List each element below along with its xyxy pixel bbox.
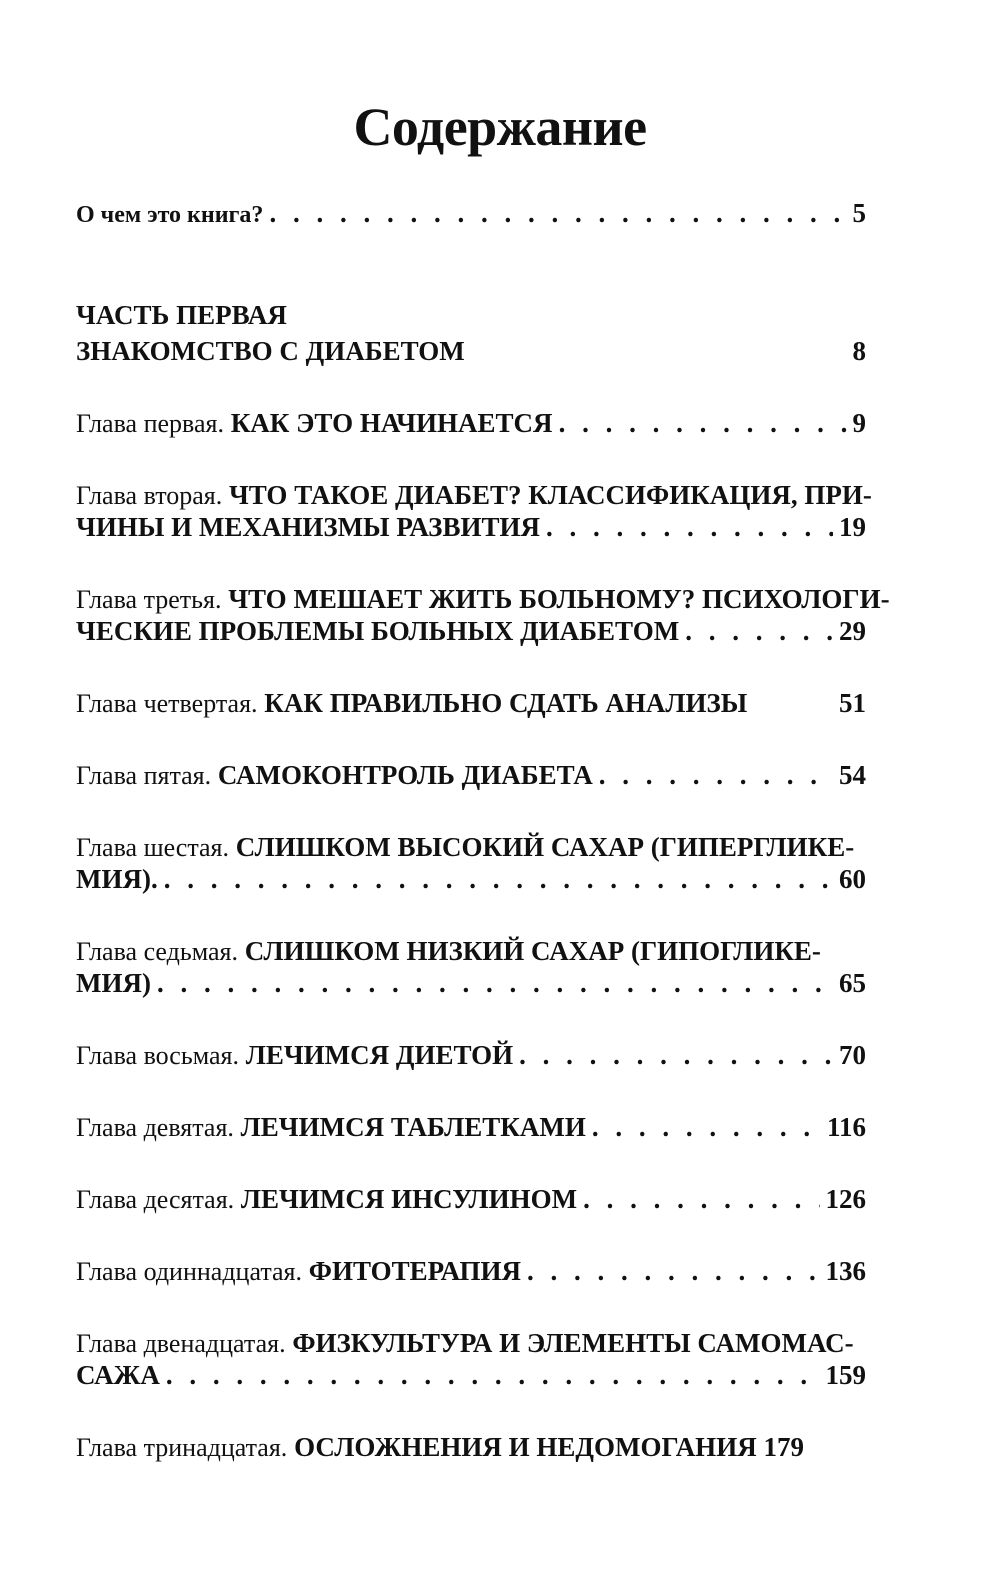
toc-entry-chapter-6 [76,830,866,865]
part-label: ЧАСТЬ ПЕРВАЯ [76,300,287,330]
chapter-title-cont: МИЯ). [76,864,158,894]
page-title: Содержание [353,97,647,157]
toc-entry-chapter-9 [76,1110,866,1145]
chapter-label: Глава первая. [76,409,224,438]
toc-entry-chapter-12-cont [76,1358,866,1392]
toc-entry-chapter-12 [76,1326,866,1361]
toc-entry-chapter-6-cont [76,862,866,896]
toc-entry-chapter-3 [76,582,890,617]
chapter-title: ЛЕЧИМСЯ ТАБЛЕТКАМИ [240,1112,586,1142]
chapter-title: КАК ЭТО НАЧИНАЕТСЯ [230,408,553,438]
page-number: 136 [825,1256,866,1286]
leader-dots [546,510,833,544]
chapter-label: Глава тринадцатая. [76,1433,288,1462]
chapter-title-cont: САЖА [76,1360,160,1390]
toc-entry-chapter-5 [76,758,866,793]
chapter-label: Глава восьмая. [76,1041,239,1070]
chapter-title: ЧТО МЕШАЕТ ЖИТЬ БОЛЬНОМУ? ПСИХОЛОГИ- [228,584,890,614]
leader-dots [559,406,847,440]
toc-entry-chapter-1 [76,406,866,441]
page-number: 65 [839,968,866,998]
chapter-title: ЛЕЧИМСЯ ИНСУЛИНОМ [240,1184,578,1214]
leader-dots [164,862,833,896]
chapter-title: СЛИШКОМ НИЗКИЙ САХАР (ГИПОГЛИКЕ- [244,936,821,966]
leader-dots [166,1358,820,1392]
page-number: 159 [825,1360,866,1390]
page-number: 70 [839,1040,866,1070]
chapter-title-cont: ЧЕСКИЕ ПРОБЛЕМЫ БОЛЬНЫХ ДИАБЕТОМ [76,616,680,646]
chapter-label: Глава вторая. [76,481,223,510]
chapter-label: Глава седьмая. [76,937,238,966]
page-number: 29 [839,616,866,646]
toc-entry-chapter-2-cont [76,510,866,544]
chapter-title: ЛЕЧИМСЯ ДИЕТОЙ [245,1040,514,1070]
chapter-title: САМОКОНТРОЛЬ ДИАБЕТА [217,760,593,790]
page-number: 5 [852,198,866,228]
chapter-title-cont: ЧИНЫ И МЕХАНИЗМЫ РАЗВИТИЯ [76,512,540,542]
toc-entry-chapter-3-cont [76,614,866,648]
chapter-label: Глава четвертая. [76,689,258,718]
toc-entry-chapter-11 [76,1254,866,1289]
toc-entry-intro [76,196,866,232]
leader-dots [583,1182,819,1216]
leader-dots [592,1110,821,1144]
page-number: 9 [852,408,866,438]
chapter-label: Глава пятая. [76,761,212,790]
chapter-label: Глава третья. [76,585,222,614]
toc-entry-chapter-2 [76,478,872,513]
chapter-title: ЧТО ТАКОЕ ДИАБЕТ? КЛАССИФИКАЦИЯ, ПРИ- [228,480,872,510]
page-number: 179 [763,1432,804,1462]
chapter-label: Глава одиннадцатая. [76,1257,303,1286]
leader-dots [685,614,833,648]
leader-dots [269,196,846,230]
toc-entry-chapter-4 [76,686,866,721]
page-number: 116 [826,1112,866,1142]
page-number: 19 [839,512,866,542]
leader-dots [157,966,833,1000]
leader-dots [519,1038,833,1072]
chapter-title: СЛИШКОМ ВЫСОКИЙ САХАР (ГИПЕРГЛИКЕ- [235,832,855,862]
page-number: 54 [839,760,866,790]
page-number: 60 [839,864,866,894]
page-number: 126 [825,1184,866,1214]
toc-entry-chapter-10 [76,1182,866,1217]
chapter-title-cont: МИЯ) [76,968,151,998]
chapter-label: Глава двенадцатая. [76,1329,286,1358]
chapter-title: ФИЗКУЛЬТУРА И ЭЛЕМЕНТЫ САМОМАС- [292,1328,854,1358]
page-number: 51 [839,688,866,718]
chapter-label: Глава шестая. [76,833,229,862]
page-number: 8 [852,336,866,366]
toc-entry-chapter-8 [76,1038,866,1073]
toc-entry-chapter-7-cont [76,966,866,1000]
chapter-title: ФИТОТЕРАПИЯ [308,1256,521,1286]
entry-title: О чем это книга? [76,202,264,228]
leader-dots [599,758,833,792]
leader-dots [527,1254,820,1288]
chapter-title: ОСЛОЖНЕНИЯ И НЕДОМОГАНИЯ [294,1432,757,1462]
toc-entry-chapter-13 [76,1430,866,1465]
chapter-label: Глава десятая. [76,1185,235,1214]
part-title: ЗНАКОМСТВО С ДИАБЕТОМ [76,336,465,366]
chapter-title: КАК ПРАВИЛЬНО СДАТЬ АНАЛИЗЫ [264,688,748,718]
toc-entry-chapter-7 [76,934,866,969]
chapter-label: Глава девятая. [76,1113,234,1142]
toc-entry-part-one [76,334,866,368]
